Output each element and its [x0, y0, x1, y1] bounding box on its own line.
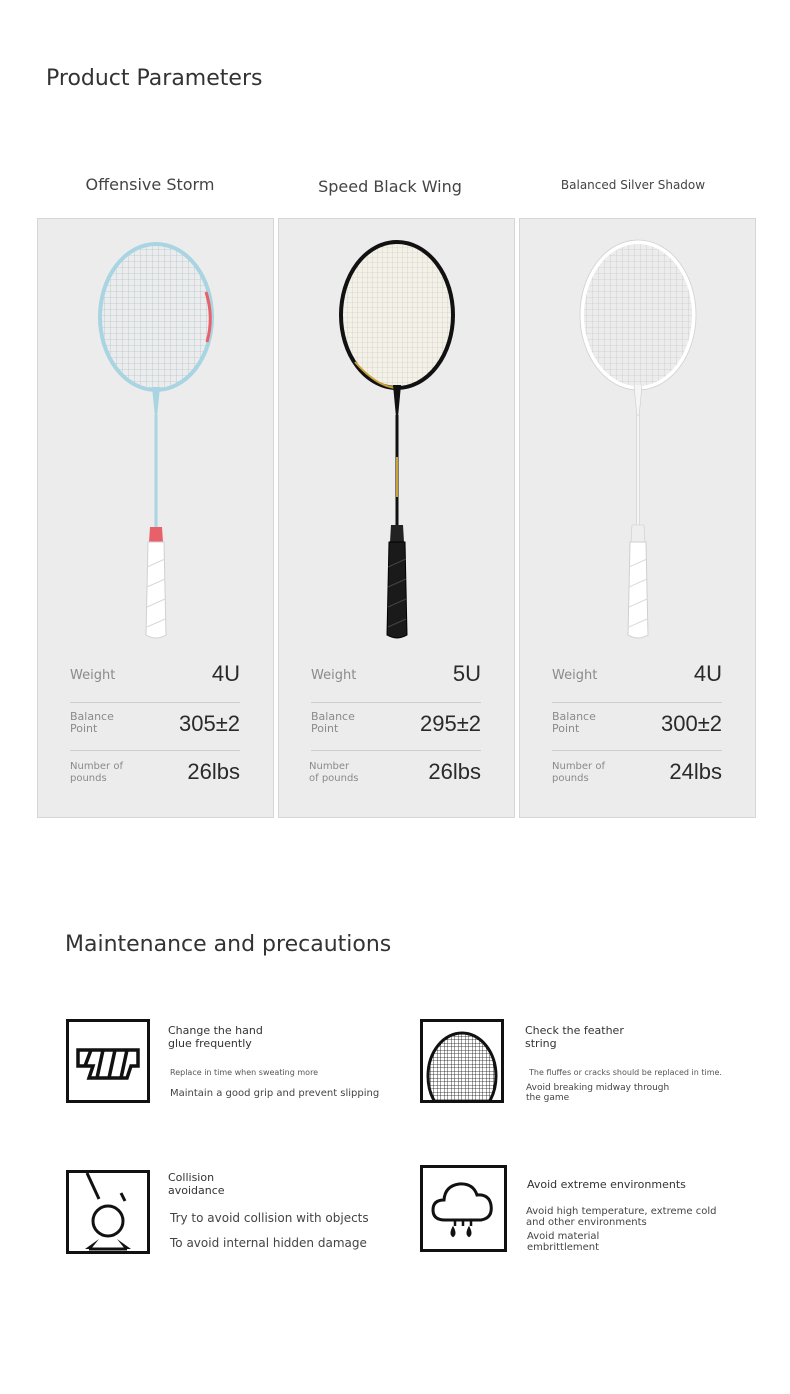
- pounds-value: 26lbs: [428, 759, 481, 784]
- spec-balance-row: [70, 702, 240, 751]
- product-card-balanced-silver-shadow: [519, 218, 756, 818]
- product-name-balanced-silver-shadow: Balanced Silver Shadow: [560, 178, 706, 192]
- balance-label: Balance Point: [311, 710, 355, 735]
- environment-tip-line-1: Avoid high temperature, extreme cold and other environments: [526, 1206, 717, 1228]
- racket-image-speed-black-wing: [327, 237, 467, 647]
- balance-label: Balance Point: [70, 710, 114, 735]
- maintenance-title: Maintenance and precautions: [65, 932, 392, 957]
- string-tip-title: Check the feather string: [525, 1024, 624, 1050]
- product-card-offensive-storm: [37, 218, 274, 818]
- collision-icon: [66, 1170, 150, 1254]
- weight-value: 5U: [452, 661, 481, 686]
- racket-image-balanced-silver-shadow: [568, 237, 708, 647]
- weight-label: Weight: [70, 668, 116, 683]
- product-name-speed-black-wing: Speed Black Wing: [318, 177, 462, 196]
- pounds-value: 24lbs: [669, 759, 722, 784]
- racket-image-offensive-storm: [86, 237, 226, 647]
- string-tip-line-2: Avoid breaking midway through the game: [526, 1083, 670, 1103]
- grip-tip-line-1: Replace in time when sweating more: [170, 1068, 319, 1077]
- collision-tip-line-1: Try to avoid collision with objects: [170, 1211, 369, 1225]
- pounds-label: Number of pounds: [309, 761, 359, 784]
- pounds-label: Number of pounds: [70, 761, 123, 784]
- spec-pounds-row: [70, 750, 240, 799]
- spec-balance-row: [311, 702, 481, 751]
- grip-tip-title: Change the hand glue frequently: [168, 1024, 263, 1050]
- rain-cloud-icon: [420, 1165, 507, 1252]
- product-parameters-title: Product Parameters: [46, 66, 263, 91]
- weight-value: 4U: [693, 661, 722, 686]
- balance-value: 295±2: [419, 711, 481, 736]
- collision-tip-title: Collision avoidance: [168, 1171, 225, 1197]
- balance-label: Balance Point: [552, 710, 596, 735]
- product-card-speed-black-wing: [278, 218, 515, 818]
- balance-value: 305±2: [178, 711, 240, 736]
- spec-pounds-row: [552, 750, 722, 799]
- grip-tape-icon: [66, 1019, 150, 1103]
- balance-value: 300±2: [660, 711, 722, 736]
- string-tip-line-1: The fluffes or cracks should be replaced in time.: [529, 1068, 722, 1077]
- product-name-offensive-storm: Offensive Storm: [85, 175, 215, 194]
- pounds-label: Number of pounds: [552, 761, 605, 784]
- grip-tip-line-2: Maintain a good grip and prevent slipping: [170, 1088, 380, 1099]
- environment-tip-title: Avoid extreme environments: [527, 1178, 686, 1191]
- spec-pounds-row: [311, 750, 481, 799]
- weight-label: Weight: [311, 668, 357, 683]
- weight-label: Weight: [552, 668, 598, 683]
- environment-tip-line-2: Avoid material embrittlement: [527, 1231, 600, 1253]
- collision-tip-line-2: To avoid internal hidden damage: [170, 1236, 367, 1250]
- spec-balance-row: [552, 702, 722, 751]
- pounds-value: 26lbs: [187, 759, 240, 784]
- racket-string-icon: [420, 1019, 504, 1103]
- weight-value: 4U: [211, 661, 240, 686]
